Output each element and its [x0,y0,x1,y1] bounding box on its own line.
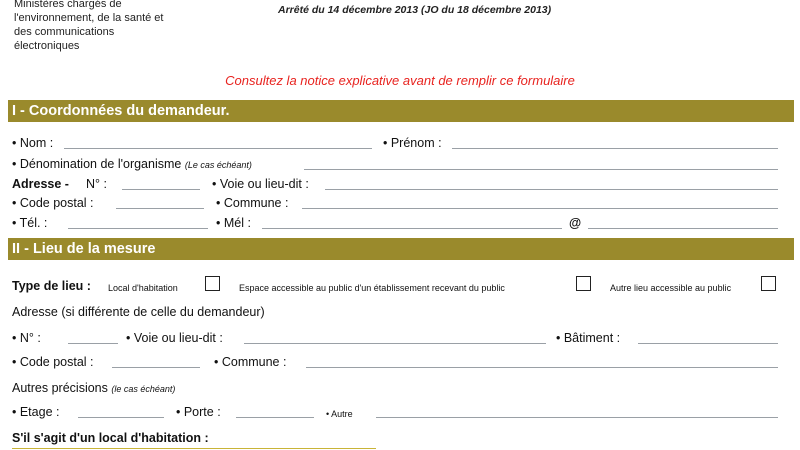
opt-local-label: Local d'habitation [108,283,178,293]
etage-field[interactable] [78,417,164,418]
batiment-field[interactable] [638,343,778,344]
section-2-header: II - Lieu de la mesure [8,238,794,260]
numero-label: N° : [86,177,107,191]
opt-autre-checkbox[interactable] [761,276,776,291]
lieu-commune-field[interactable] [306,367,778,368]
lieu-code-postal-label: • Code postal : [12,355,94,369]
voie-field[interactable] [325,189,778,190]
mel-domain-field[interactable] [588,228,778,229]
opt-erp-label: Espace accessible au public d'un établissement recevant du public [239,283,505,293]
autres-precisions-label: Autres précisions (le cas échéant) [12,381,176,395]
opt-erp-checkbox[interactable] [576,276,591,291]
decree-reference: Arrêté du 14 décembre 2013 (JO du 18 décembre 2013) [278,4,552,16]
commune-field[interactable] [302,208,778,209]
ministry-name: Ministères chargés de l'environnement, de la santé et des communications électroniques [14,0,164,52]
code-postal-field[interactable] [116,208,204,209]
numero-field[interactable] [122,189,200,190]
voie-label: • Voie ou lieu-dit : [212,177,309,191]
prenom-label: • Prénom : [383,136,442,150]
opt-local-checkbox[interactable] [205,276,220,291]
local-habitation-underline [12,448,376,449]
autre-label: • Autre [326,409,353,419]
notice-warning: Consultez la notice explicative avant de remplir ce formulaire [225,73,575,88]
etage-label: • Etage : [12,405,60,419]
local-habitation-heading: S'il s'agit d'un local d'habitation : [12,431,209,445]
lieu-numero-label: • N° : [12,331,41,345]
lieu-numero-field[interactable] [68,343,118,344]
porte-field[interactable] [236,417,314,418]
tel-field[interactable] [68,228,208,229]
prenom-field[interactable] [452,148,778,149]
batiment-label: • Bâtiment : [556,331,621,345]
lieu-code-postal-field[interactable] [112,367,200,368]
at-sign: @ [569,216,582,230]
organisme-note: (Le cas échéant) [184,160,252,170]
mel-user-field[interactable] [262,228,562,229]
autres-note: (le cas échéant) [111,384,176,394]
nom-field[interactable] [64,148,372,149]
type-lieu-label: Type de lieu : [12,279,91,293]
section-1-header: I - Coordonnées du demandeur. [8,100,794,122]
nom-label: • Nom : [12,136,54,150]
commune-label: • Commune : [216,196,289,210]
adresse-label: Adresse - [12,177,69,191]
lieu-voie-label: • Voie ou lieu-dit : [126,331,223,345]
mel-label: • Mél : [216,216,251,230]
porte-label: • Porte : [176,405,221,419]
organisme-field[interactable] [304,169,778,170]
code-postal-label: • Code postal : [12,196,94,210]
lieu-voie-field[interactable] [244,343,546,344]
opt-autre-label: Autre lieu accessible au public [610,283,732,293]
autre-field[interactable] [376,417,778,418]
adresse-diff-label: Adresse (si différente de celle du demandeur) [12,305,265,319]
tel-label: • Tél. : [12,216,48,230]
lieu-commune-label: • Commune : [214,355,287,369]
organisme-label: • Dénomination de l'organisme (Le cas échéant) [12,157,252,171]
